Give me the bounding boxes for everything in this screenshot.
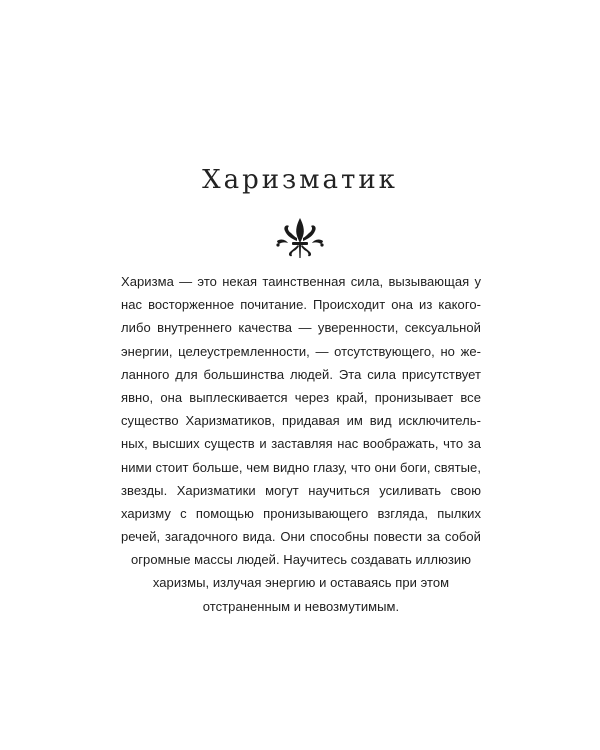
text-line: ними стоит больше, чем видно глазу, что они боги, святые, xyxy=(121,459,481,475)
text-line: харизму с помощью пронизывающего взгляда, пылких xyxy=(121,505,481,521)
text-line: либо внутреннего качества — уверенности, сексуальной xyxy=(121,320,481,336)
text-line: ланного для большинства людей. Эта сила присутствует xyxy=(121,366,481,382)
text-line: существо Харизматиков, придавая им вид исключитель- xyxy=(121,413,481,429)
text-line: речей, загадочного вида. Они способны повести за собой xyxy=(121,529,481,545)
text-line: огромные массы людей. Научитесь создавать иллюзию xyxy=(130,552,471,568)
text-line: явно, она выплескивается через край, пронизывает все xyxy=(121,389,481,405)
text-line: ных, высших существ и заставляя нас воображать, что за xyxy=(121,436,481,452)
text-line: отстраненным и невозмутимым. xyxy=(202,598,400,614)
text-line: нас восторженное почитание. Происходит она из какого- xyxy=(121,297,481,313)
chapter-title: Харизматик xyxy=(202,165,398,195)
text-line: харизмы, излучая энергию и оставаясь при этом xyxy=(152,575,450,591)
fleur-de-lis-icon xyxy=(273,216,327,260)
text-line: звезды. Харизматики могут научиться усиливать свою xyxy=(121,482,481,498)
text-line: энергии, целеустремленности, — отсутствующего, но же- xyxy=(121,343,481,359)
body-paragraph xyxy=(121,270,481,618)
text-line: Харизма — это некая таинственная сила, вызывающая у xyxy=(121,274,481,289)
